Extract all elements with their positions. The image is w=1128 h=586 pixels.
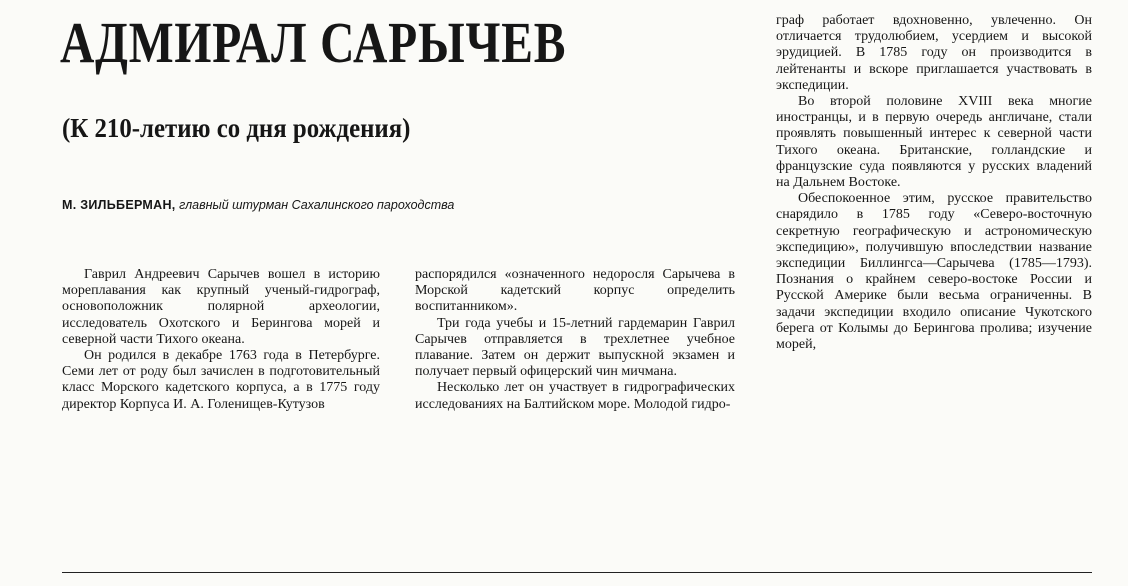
text-column-3	[776, 13, 1092, 353]
byline	[62, 198, 454, 212]
text-column-2	[415, 267, 735, 413]
paragraph: Во второй половине XVIII века многие иностранцы, и в первую очередь англичане, стали проявлять повышенный интерес к северной части Тихого океана. Британские, голландские и французские суда появляются у русских владений на Дальнем Востоке.	[776, 94, 1092, 191]
author-name: М. ЗИЛЬБЕРМАН,	[62, 198, 176, 212]
paragraph: распорядился «означенного недоросля Сарычева в Морской кадетский корпус определить воспитанником».	[415, 267, 735, 315]
paragraph: Три года учебы и 15-летний гардемарин Гаврил Сарычев отправляется в трехлетнее учебное плавание. Затем он держит выпускной экзамен и получает первый офицерский чин мичмана.	[415, 315, 735, 380]
bottom-divider	[62, 572, 1092, 573]
author-role: главный штурман Сахалинского пароходства	[179, 198, 455, 212]
paragraph: Обеспокоенное этим, русское правительство снарядило в 1785 году «Северо-восточную секретную географическую и астрономическую экспедицию», получившую впоследствии название экспедиции Биллингса—Сарычева (1785—1793). Познания о крайнем северо-востоке России и Русской Америке были весьма ограниченны. В задачи экспедиции входило описание Чукотского берега от Колымы до Берингова пролива; изучение морей,	[776, 191, 1092, 353]
paragraph: Несколько лет он участвует в гидрографических исследованиях на Балтийском море. Молодой гидро-	[415, 380, 735, 412]
paragraph: граф работает вдохновенно, увлеченно. Он отличается трудолюбием, усердием и высокой эрудицией. В 1785 году он производится в лейтенанты и вскоре приглашается участвовать в экспедиции.	[776, 13, 1092, 93]
article-subtitle: (К 210-летию со дня рождения)	[62, 113, 411, 143]
text-column-1	[62, 267, 380, 413]
article-title: АДМИРАЛ САРЫЧЕВ	[60, 10, 567, 75]
paragraph: Гаврил Андреевич Сарычев вошел в историю мореплавания как крупный ученый-гидрограф, основоположник полярной археологии, исследователь Охотского и Берингова морей и северной части Тихого океана.	[62, 267, 380, 347]
paragraph: Он родился в декабре 1763 года в Петербурге. Семи лет от роду был зачислен в подготовительный класс Морского кадетского корпуса, а в 1775 году директор Корпуса И. А. Голенищев-Кутузов	[62, 348, 380, 412]
